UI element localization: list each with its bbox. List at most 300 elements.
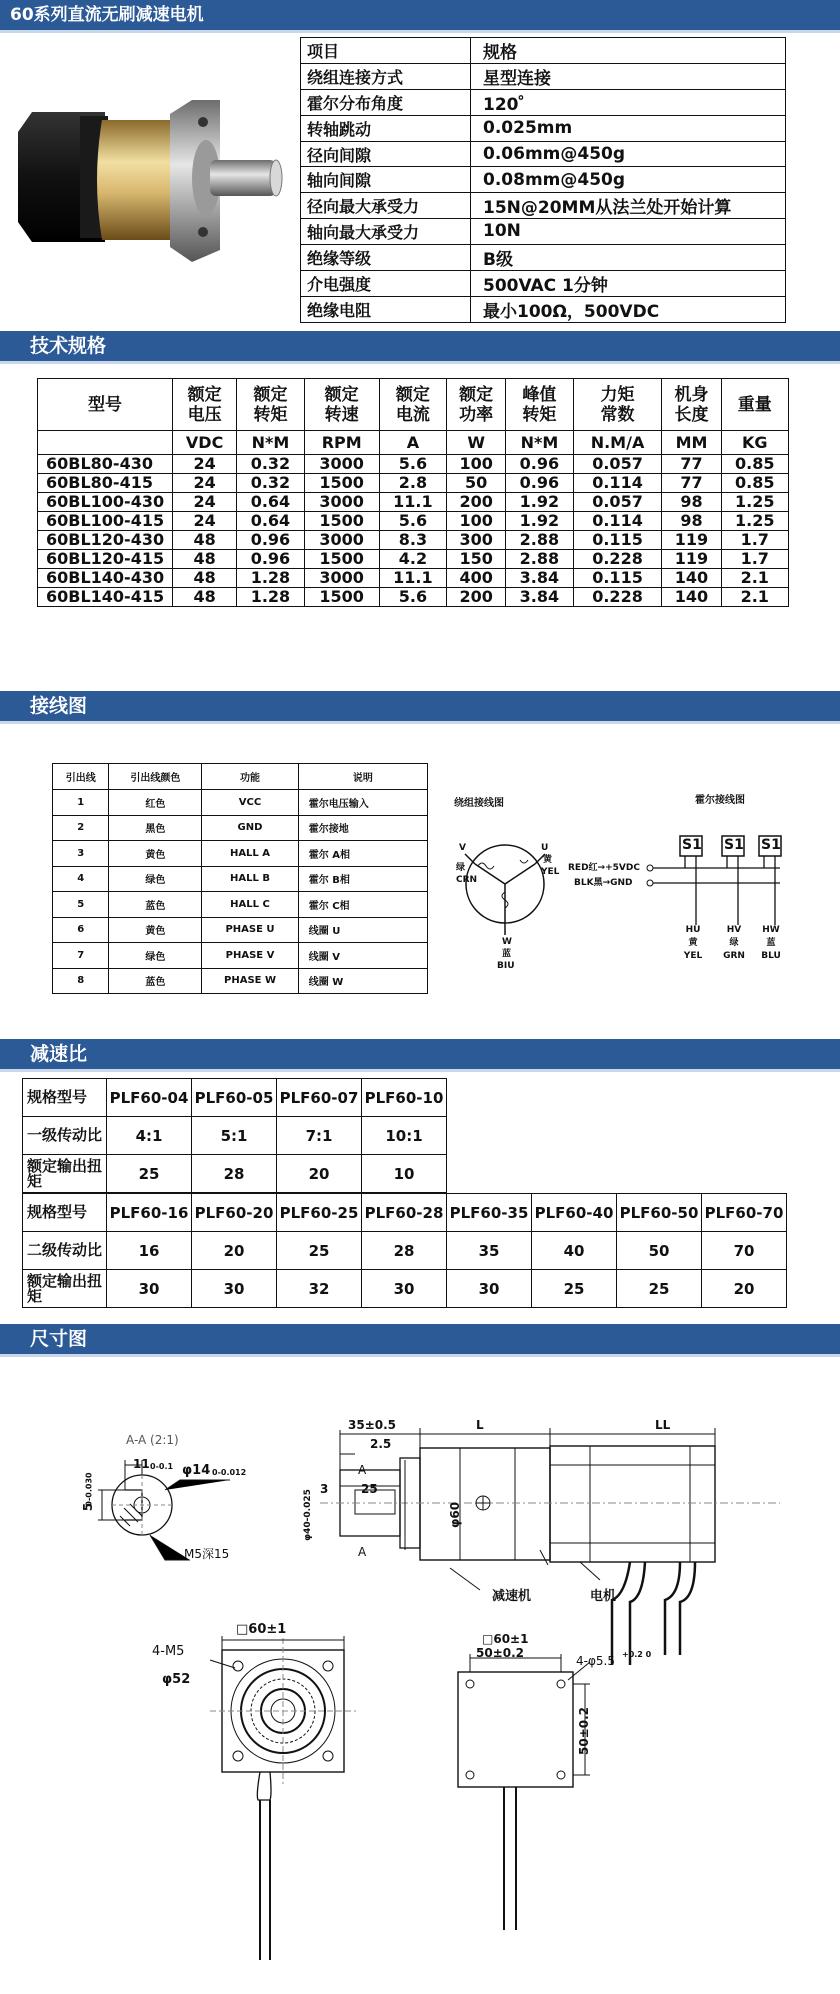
dim-len-l: L: [476, 1418, 484, 1432]
param-value: 最小100Ω，500VDC: [471, 296, 786, 322]
ratio-cell: 70: [702, 1232, 787, 1270]
ratio-cell: PLF60-16: [107, 1194, 192, 1232]
spec-value-cell: 200: [447, 588, 506, 607]
spec-value-cell: 119: [662, 550, 721, 569]
spec-value-cell: 119: [662, 531, 721, 550]
param-row: [301, 64, 786, 90]
spec-unit-cell: W: [447, 431, 506, 455]
spec-model-cell: 60BL100-415: [38, 512, 173, 531]
winding-w-en: BIU: [497, 961, 515, 971]
spec-value-cell: 0.228: [573, 588, 662, 607]
wiring-header-cell: 引出线颜色: [109, 764, 202, 790]
param-value: B级: [471, 244, 786, 270]
ratio-cell: 30: [192, 1270, 277, 1308]
spec-row: [38, 474, 789, 493]
spec-value-cell: 300: [447, 531, 506, 550]
hall-output-cn: 蓝: [766, 938, 776, 948]
hall-sensor-2: S1: [724, 837, 744, 853]
param-row: [301, 270, 786, 296]
dim-len-3: 3: [320, 1482, 329, 1496]
wiring-cell: 2: [53, 815, 109, 841]
spec-header-text: 额定: [253, 384, 288, 405]
dim-key-height-tol: 0-0.030: [84, 1472, 94, 1507]
motor-photo: [10, 82, 290, 282]
spec-value-cell: 48: [173, 569, 237, 588]
dim-front-holes: 4-M5: [152, 1644, 185, 1659]
spec-value-cell: 200: [447, 493, 506, 512]
wiring-cell: HALL C: [202, 892, 298, 918]
ratio-row: [23, 1155, 447, 1193]
spec-value-cell: 11.1: [379, 569, 446, 588]
ratio-cell: 40: [532, 1232, 617, 1270]
wiring-header-cell: 说明: [298, 764, 427, 790]
spec-value-cell: 98: [662, 493, 721, 512]
spec-header-row: [38, 379, 789, 431]
wiring-cell: 霍尔接地: [298, 815, 427, 841]
ratio-cell: 25: [107, 1155, 192, 1193]
wiring-cell: 1: [53, 790, 109, 816]
spec-header-text: 重量: [737, 394, 772, 415]
spec-header-text: 转矩: [253, 404, 288, 425]
spec-value-cell: 48: [173, 588, 237, 607]
hall-output-cn: 黄: [688, 938, 698, 948]
param-key: 轴向最大承受力: [301, 219, 471, 245]
spec-header-text: 转速: [324, 404, 359, 425]
dim-key-width: 11: [133, 1457, 150, 1471]
spec-value-cell: 0.96: [237, 531, 304, 550]
section-title-top: 60系列直流无刷减速电机: [0, 0, 840, 30]
dim-pilot: φ40-0.025: [302, 1489, 313, 1541]
ratio-cell: 7:1: [277, 1117, 362, 1155]
dim-body-dia: φ60: [448, 1501, 463, 1529]
ratio-cell: PLF60-28: [362, 1194, 447, 1232]
spec-row: [38, 455, 789, 474]
param-value: 0.025mm: [471, 116, 786, 142]
spec-value-cell: 0.96: [237, 550, 304, 569]
ratio-cell: 25: [617, 1270, 702, 1308]
spec-value-cell: 0.32: [237, 474, 304, 493]
param-key: 项目: [301, 38, 471, 64]
ratio-row: [23, 1079, 447, 1117]
dim-key-width-tol: 0-0.1: [150, 1462, 174, 1471]
wiring-cell: PHASE U: [202, 917, 298, 943]
spec-model-cell: 60BL80-430: [38, 455, 173, 474]
wiring-cell: 霍尔 C相: [298, 892, 427, 918]
spec-value-cell: 1500: [304, 512, 379, 531]
spec-model-cell: 60BL120-430: [38, 531, 173, 550]
spec-header-text: 常数: [600, 404, 635, 425]
rear-view-drawing: [440, 1650, 640, 1950]
hall-sensor-3: S1: [761, 837, 781, 853]
spec-value-cell: 0.114: [573, 512, 662, 531]
dim-rear-spacing-v: 50±0.2: [577, 1706, 592, 1756]
ratio-cell: PLF60-25: [277, 1194, 362, 1232]
winding-u: U: [541, 843, 549, 853]
dim-front-square: □60±1: [236, 1622, 287, 1637]
wiring-cell: HALL B: [202, 866, 298, 892]
spec-unit-cell: N*M: [506, 431, 573, 455]
param-row: [301, 90, 786, 116]
param-row: [301, 296, 786, 322]
param-row: [301, 244, 786, 270]
param-value: 10N: [471, 219, 786, 245]
ratio-cell: PLF60-70: [702, 1194, 787, 1232]
wiring-cell: 线圈 V: [298, 943, 427, 969]
ratio-cell: 20: [277, 1155, 362, 1193]
wiring-row: [53, 917, 428, 943]
winding-u-cn: 黄: [543, 855, 553, 865]
dim-rear-holes-tol: +0.2 0: [622, 1650, 652, 1659]
wiring-cell: 7: [53, 943, 109, 969]
wiring-header-cell: 功能: [202, 764, 298, 790]
spec-value-cell: 150: [447, 550, 506, 569]
wiring-table: [52, 763, 428, 994]
ratio-row-label: 规格型号: [23, 1194, 107, 1232]
spec-value-cell: 3000: [304, 455, 379, 474]
dim-section-label: A-A (2:1): [126, 1433, 179, 1447]
spec-value-cell: 0.85: [721, 474, 788, 493]
spec-header-text: 电流: [395, 404, 430, 425]
wiring-cell: 4: [53, 866, 109, 892]
dim-sec-a-bottom: A: [358, 1545, 367, 1559]
spec-value-cell: 1.7: [721, 550, 788, 569]
spec-value-cell: 48: [173, 550, 237, 569]
spec-row: [38, 569, 789, 588]
spec-value-cell: 24: [173, 455, 237, 474]
spec-value-cell: 1.25: [721, 512, 788, 531]
wiring-cell: 5: [53, 892, 109, 918]
ratio-cell: 30: [447, 1270, 532, 1308]
spec-value-cell: 0.114: [573, 474, 662, 493]
ratio-cell: 28: [192, 1155, 277, 1193]
hall-power-red: RED红→+5VDC: [568, 863, 640, 873]
param-value: 0.08mm@450g: [471, 167, 786, 193]
spec-header-text: 机身: [674, 384, 709, 405]
hall-output-name: HU: [685, 925, 701, 935]
spec-model-cell: 60BL140-430: [38, 569, 173, 588]
winding-diagram-title: 绕组接线图: [454, 798, 504, 809]
wiring-cell: PHASE V: [202, 943, 298, 969]
spec-value-cell: 0.64: [237, 512, 304, 531]
wiring-cell: 霍尔 A相: [298, 841, 427, 867]
spec-value-cell: 1.92: [506, 512, 573, 531]
spec-model-cell: 60BL120-415: [38, 550, 173, 569]
ratio-row-label: 规格型号: [23, 1079, 107, 1117]
spec-header-text: 力矩: [600, 384, 635, 405]
winding-diagram: [450, 830, 590, 960]
spec-value-cell: 2.1: [721, 569, 788, 588]
param-key: 径向最大承受力: [301, 193, 471, 219]
section-title-ratio: 减速比: [0, 1039, 840, 1069]
hall-diagram-title: 霍尔接线图: [695, 795, 745, 806]
ratio-cell: PLF60-35: [447, 1194, 532, 1232]
param-row: [301, 38, 786, 64]
section-title-dimension: 尺寸图: [0, 1324, 840, 1354]
winding-v-en: CRN: [456, 875, 478, 885]
spec-header-text: 电压: [187, 404, 222, 425]
wiring-row: [53, 892, 428, 918]
spec-value-cell: 3.84: [506, 588, 573, 607]
hall-power-black: BLK黑→GND: [574, 878, 633, 888]
hall-output-name: HV: [726, 925, 742, 935]
spec-header-text: 额定: [459, 384, 494, 405]
spec-value-cell: 11.1: [379, 493, 446, 512]
spec-value-cell: 48: [173, 531, 237, 550]
spec-header-text: 额定: [187, 384, 222, 405]
spec-unit-cell: A: [379, 431, 446, 455]
param-value: 120゜: [471, 90, 786, 116]
dim-sec-a-top: A: [358, 1463, 367, 1477]
label-reducer: 减速机: [492, 1589, 532, 1604]
spec-unit-cell: VDC: [173, 431, 237, 455]
winding-v: V: [459, 843, 466, 853]
two-stage-ratio-table: [22, 1193, 787, 1308]
wiring-cell: 黑色: [109, 815, 202, 841]
wiring-row: [53, 815, 428, 841]
hall-output-cn: 绿: [729, 938, 739, 948]
dim-len-ll: LL: [655, 1418, 671, 1432]
spec-value-cell: 100: [447, 455, 506, 474]
spec-header-cell: [662, 379, 721, 431]
spec-value-cell: 2.88: [506, 531, 573, 550]
spec-value-cell: 50: [447, 474, 506, 493]
spec-value-cell: 5.6: [379, 588, 446, 607]
section-title-spec: 技术规格: [0, 331, 840, 361]
spec-unit-cell: MM: [662, 431, 721, 455]
wiring-cell: HALL A: [202, 841, 298, 867]
param-key: 转轴跳动: [301, 116, 471, 142]
dim-thread: M5深15: [184, 1547, 230, 1561]
spec-value-cell: 77: [662, 474, 721, 493]
spec-header-text: 转矩: [522, 404, 557, 425]
wiring-cell: 线圈 U: [298, 917, 427, 943]
param-key: 径向间隙: [301, 141, 471, 167]
param-row: [301, 219, 786, 245]
spec-model-cell: 60BL80-415: [38, 474, 173, 493]
spec-model-cell: 60BL100-430: [38, 493, 173, 512]
spec-value-cell: 1500: [304, 550, 379, 569]
param-value: 500VAC 1分钟: [471, 270, 786, 296]
wiring-cell: PHASE W: [202, 968, 298, 994]
spec-header-text: 型号: [88, 394, 122, 415]
param-row: [301, 116, 786, 142]
spec-value-cell: 2.8: [379, 474, 446, 493]
spec-value-cell: 3.84: [506, 569, 573, 588]
dim-len-35: 35±0.5: [348, 1418, 397, 1432]
spec-value-cell: 4.2: [379, 550, 446, 569]
spec-value-cell: 0.115: [573, 569, 662, 588]
spec-value-cell: 5.6: [379, 512, 446, 531]
spec-value-cell: 140: [662, 588, 721, 607]
spec-value-cell: 3000: [304, 493, 379, 512]
spec-value-cell: 0.85: [721, 455, 788, 474]
param-key: 轴向间隙: [301, 167, 471, 193]
wiring-cell: 3: [53, 841, 109, 867]
param-row: [301, 141, 786, 167]
param-value: 15N@20MM从法兰处开始计算: [471, 193, 786, 219]
param-key: 绝缘等级: [301, 244, 471, 270]
ratio-cell: PLF60-05: [192, 1079, 277, 1117]
wiring-cell: 8: [53, 968, 109, 994]
hall-output-name: HW: [762, 925, 780, 935]
dim-key-height: 5: [81, 1502, 96, 1512]
spec-value-cell: 3000: [304, 569, 379, 588]
winding-v-cn: 绿: [456, 863, 466, 873]
wiring-cell: 霍尔电压输入: [298, 790, 427, 816]
spec-row: [38, 550, 789, 569]
dim-front-pcd: φ52: [162, 1672, 191, 1687]
spec-value-cell: 2.88: [506, 550, 573, 569]
spec-value-cell: 0.32: [237, 455, 304, 474]
wiring-cell: 蓝色: [109, 892, 202, 918]
spec-value-cell: 0.96: [506, 474, 573, 493]
ratio-cell: PLF60-50: [617, 1194, 702, 1232]
spec-value-cell: 3000: [304, 531, 379, 550]
spec-value-cell: 24: [173, 512, 237, 531]
wiring-cell: GND: [202, 815, 298, 841]
spec-header-cell: [506, 379, 573, 431]
spec-header-cell: [447, 379, 506, 431]
hall-output-en: GRN: [723, 951, 745, 961]
param-key: 绕组连接方式: [301, 64, 471, 90]
spec-unit-cell: N.M/A: [573, 431, 662, 455]
ratio-row-label: 额定输出扭矩: [23, 1155, 107, 1193]
dim-shaft-dia-tol: 0-0.012: [212, 1468, 247, 1477]
ratio-row: [23, 1194, 787, 1232]
one-stage-ratio-table: [22, 1078, 447, 1193]
ratio-cell: PLF60-04: [107, 1079, 192, 1117]
dim-shaft-dia: φ14: [182, 1463, 211, 1478]
spec-value-cell: 0.115: [573, 531, 662, 550]
spec-unit-cell: [38, 431, 173, 455]
ratio-cell: 10: [362, 1155, 447, 1193]
wiring-cell: VCC: [202, 790, 298, 816]
spec-value-cell: 1.28: [237, 588, 304, 607]
param-value: 星型连接: [471, 64, 786, 90]
spec-value-cell: 24: [173, 474, 237, 493]
spec-value-cell: 140: [662, 569, 721, 588]
ratio-cell: 5:1: [192, 1117, 277, 1155]
spec-value-cell: 0.64: [237, 493, 304, 512]
spec-value-cell: 8.3: [379, 531, 446, 550]
winding-w: W: [502, 937, 512, 947]
wiring-cell: 绿色: [109, 866, 202, 892]
spec-header-cell: [173, 379, 237, 431]
spec-row: [38, 531, 789, 550]
ratio-cell: 32: [277, 1270, 362, 1308]
wiring-cell: 黄色: [109, 841, 202, 867]
ratio-row-label: 一级传动比: [23, 1117, 107, 1155]
spec-unit-cell: N*M: [237, 431, 304, 455]
wiring-row: [53, 968, 428, 994]
spec-unit-row: [38, 431, 789, 455]
param-row: [301, 167, 786, 193]
hall-sensor-1: S1: [682, 837, 702, 853]
parameter-table: [300, 37, 786, 323]
spec-value-cell: 0.057: [573, 493, 662, 512]
spec-value-cell: 0.96: [506, 455, 573, 474]
ratio-cell: 4:1: [107, 1117, 192, 1155]
param-key: 介电强度: [301, 270, 471, 296]
spec-header-cell: [573, 379, 662, 431]
ratio-cell: 10:1: [362, 1117, 447, 1155]
ratio-cell: PLF60-40: [532, 1194, 617, 1232]
spec-value-cell: 5.6: [379, 455, 446, 474]
ratio-cell: 28: [362, 1232, 447, 1270]
shaft-section-drawing: [80, 1420, 280, 1590]
wiring-cell: 霍尔 B相: [298, 866, 427, 892]
dim-rear-spacing: 50±0.2: [476, 1646, 525, 1660]
spec-header-text: 额定: [395, 384, 430, 405]
dim-len-25: 25: [361, 1482, 378, 1496]
spec-value-cell: 0.228: [573, 550, 662, 569]
spec-header-text: 峰值: [522, 384, 557, 405]
spec-value-cell: 1.7: [721, 531, 788, 550]
ratio-cell: 50: [617, 1232, 702, 1270]
spec-model-cell: 60BL140-415: [38, 588, 173, 607]
ratio-cell: PLF60-07: [277, 1079, 362, 1117]
ratio-cell: 30: [362, 1270, 447, 1308]
spec-row: [38, 493, 789, 512]
wiring-cell: 蓝色: [109, 968, 202, 994]
spec-header-text: 长度: [674, 404, 709, 425]
ratio-cell: 20: [702, 1270, 787, 1308]
ratio-cell: PLF60-10: [362, 1079, 447, 1117]
wiring-cell: 黄色: [109, 917, 202, 943]
spec-value-cell: 2.1: [721, 588, 788, 607]
wiring-row: [53, 790, 428, 816]
wiring-row: [53, 841, 428, 867]
spec-value-cell: 1500: [304, 474, 379, 493]
spec-value-cell: 100: [447, 512, 506, 531]
spec-value-cell: 1.28: [237, 569, 304, 588]
param-key: 霍尔分布角度: [301, 90, 471, 116]
wiring-cell: 线圈 W: [298, 968, 427, 994]
ratio-row: [23, 1270, 787, 1308]
ratio-cell: 30: [107, 1270, 192, 1308]
ratio-row-label: 二级传动比: [23, 1232, 107, 1270]
spec-unit-cell: KG: [721, 431, 788, 455]
dim-len-2-5: 2.5: [370, 1437, 392, 1451]
hall-output-en: YEL: [683, 951, 703, 961]
dim-rear-square: □60±1: [482, 1632, 529, 1646]
spec-header-cell: [38, 379, 173, 431]
label-motor: 电机: [590, 1589, 617, 1604]
winding-w-cn: 蓝: [502, 949, 512, 959]
dim-rear-holes: 4-φ5.5: [576, 1654, 615, 1668]
wiring-header-cell: 引出线: [53, 764, 109, 790]
spec-header-text: 功率: [459, 404, 494, 425]
wiring-cell: 红色: [109, 790, 202, 816]
wiring-cell: 6: [53, 917, 109, 943]
param-value: 0.06mm@450g: [471, 141, 786, 167]
hall-output-en: BLU: [761, 951, 781, 961]
spec-table: [37, 378, 789, 607]
spec-unit-cell: RPM: [304, 431, 379, 455]
spec-header-cell: [379, 379, 446, 431]
wiring-row: [53, 943, 428, 969]
front-view-drawing: [200, 1630, 380, 1970]
wiring-header-row: [53, 764, 428, 790]
spec-value-cell: 1.92: [506, 493, 573, 512]
ratio-cell: 20: [192, 1232, 277, 1270]
wiring-row: [53, 866, 428, 892]
ratio-row: [23, 1232, 787, 1270]
param-value: 规格: [471, 38, 786, 64]
spec-header-text: 额定: [324, 384, 359, 405]
winding-u-en: YEL: [541, 867, 560, 877]
spec-value-cell: 0.057: [573, 455, 662, 474]
